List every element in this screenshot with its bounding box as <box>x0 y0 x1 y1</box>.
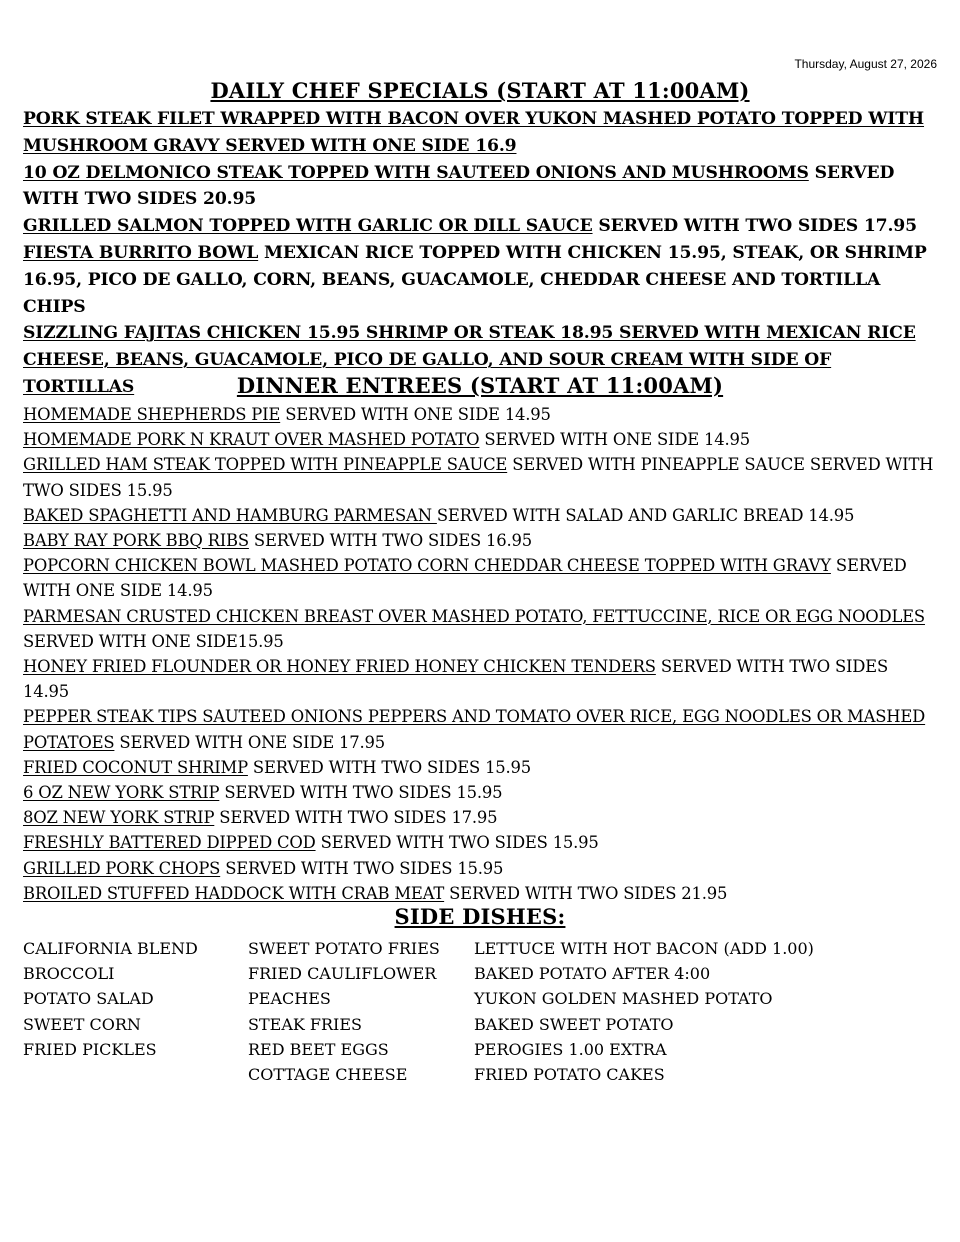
side-item: PEROGIES 1.00 EXTRA <box>474 1039 667 1059</box>
entree-item: FRIED COCONUT SHRIMP SERVED WITH TWO SIDES 15.95 <box>23 757 531 777</box>
sides-column-2 <box>248 936 440 1087</box>
side-item: CALIFORNIA BLEND <box>23 939 198 958</box>
side-item: PEACHES <box>248 989 331 1009</box>
special-item: SIZZLING FAJITAS CHICKEN 15.95 SHRIMP OR STEAK 18.95 SERVED WITH MEXICAN RICE CHEESE, BEANS, GUACAMOLE, PICO DE GALLO, AND SOUR CREAM WITH SIDE OF TORTILLAS <box>23 323 916 397</box>
side-item: FRIED POTATO CAKES <box>474 1064 665 1084</box>
side-item: POTATO SALAD <box>23 989 154 1009</box>
special-item: FIESTA BURRITO BOWL MEXICAN RICE TOPPED WITH CHICKEN 15.95, STEAK, OR SHRIMP 16.95, PICO DE GALLO, CORN, BEANS, GUACAMOLE, CHEDDAR CHEESE AND TORTILLA CHIPS <box>23 242 927 317</box>
sides-heading: SIDE DISHES: <box>394 904 566 929</box>
side-item: SWEET POTATO FRIES <box>248 939 440 958</box>
entree-item: PEPPER STEAK TIPS SAUTEED ONIONS PEPPERS AND TOMATO OVER RICE, EGG NOODLES OR MASHED POTATOES SERVED WITH ONE SIDE 17.95 <box>23 707 926 752</box>
side-item: FRIED PICKLES <box>23 1039 157 1059</box>
entrees-heading: DINNER ENTREES (START AT 11:00AM) <box>236 373 724 398</box>
sides-column-1 <box>23 936 198 1062</box>
entree-item: 8OZ NEW YORK STRIP SERVED WITH TWO SIDES 17.95 <box>23 808 498 828</box>
specials-heading: DAILY CHEF SPECIALS (START AT 11:00AM) <box>210 78 750 103</box>
entree-item: HOMEMADE SHEPHERDS PIE SERVED WITH ONE SIDE 14.95 <box>23 405 551 424</box>
side-item: COTTAGE CHEESE <box>248 1064 408 1084</box>
entrees-list <box>23 402 938 906</box>
side-item: SWEET CORN <box>23 1014 141 1034</box>
special-item: GRILLED SALMON TOPPED WITH GARLIC OR DILL SAUCE SERVED WITH TWO SIDES 17.95 <box>23 216 917 237</box>
side-item: BAKED SWEET POTATO <box>474 1014 674 1034</box>
print-date: Thursday, August 27, 2026 <box>794 57 937 71</box>
entree-item: PARMESAN CRUSTED CHICKEN BREAST OVER MASHED POTATO, FETTUCCINE, RICE OR EGG NOODLES SERVED WITH ONE SIDE15.95 <box>23 606 925 651</box>
side-item: RED BEET EGGS <box>248 1039 389 1059</box>
special-item: PORK STEAK FILET WRAPPED WITH BACON OVER YUKON MASHED POTATO TOPPED WITH MUSHROOM GRAVY SERVED WITH ONE SIDE 16.9 <box>23 109 925 156</box>
side-item: BAKED POTATO AFTER 4:00 <box>474 964 711 984</box>
entree-item: POPCORN CHICKEN BOWL MASHED POTATO CORN CHEDDAR CHEESE TOPPED WITH GRAVY SERVED WITH ONE SIDE 14.95 <box>23 556 907 601</box>
specials-list <box>23 106 938 401</box>
special-item: 10 OZ DELMONICO STEAK TOPPED WITH SAUTEED ONIONS AND MUSHROOMS SERVED WITH TWO SIDES 20.95 <box>23 162 895 210</box>
side-item: YUKON GOLDEN MASHED POTATO <box>474 989 773 1009</box>
entree-item: HONEY FRIED FLOUNDER OR HONEY FRIED HONEY CHICKEN TENDERS SERVED WITH TWO SIDES 14.95 <box>23 657 888 702</box>
side-item: STEAK FRIES <box>248 1014 363 1034</box>
sides-column-3 <box>474 936 814 1087</box>
entree-item: HOMEMADE PORK N KRAUT OVER MASHED POTATO SERVED WITH ONE SIDE 14.95 <box>23 430 750 450</box>
side-item: LETTUCE WITH HOT BACON (ADD 1.00) <box>474 939 814 958</box>
side-item: BROCCOLI <box>23 964 115 984</box>
entree-item: GRILLED PORK CHOPS SERVED WITH TWO SIDES 15.95 <box>23 858 504 878</box>
side-item: FRIED CAULIFLOWER <box>248 964 437 984</box>
entree-item: BABY RAY PORK BBQ RIBS SERVED WITH TWO SIDES 16.95 <box>23 531 532 551</box>
entree-item: BAKED SPAGHETTI AND HAMBURG PARMESAN SERVED WITH SALAD AND GARLIC BREAD 14.95 <box>23 505 855 525</box>
entree-item: BROILED STUFFED HADDOCK WITH CRAB MEAT SERVED WITH TWO SIDES 21.95 <box>23 883 728 903</box>
entree-item: FRESHLY BATTERED DIPPED COD SERVED WITH TWO SIDES 15.95 <box>23 833 599 853</box>
entree-item: GRILLED HAM STEAK TOPPED WITH PINEAPPLE SAUCE SERVED WITH PINEAPPLE SAUCE SERVED WITH TWO SIDES 15.95 <box>23 455 934 500</box>
entree-item: 6 OZ NEW YORK STRIP SERVED WITH TWO SIDES 15.95 <box>23 783 503 803</box>
